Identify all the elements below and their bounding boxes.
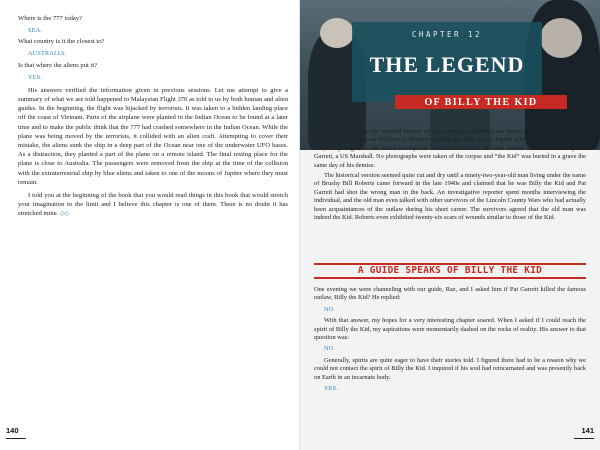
qa-question: What country is it the closest to? [18, 38, 105, 46]
body-paragraph: Anyone interested in the colorful history of the American Old West has heard the name of the famous young outlaw known as William H. Bonney or Billy the Kid. As the legend goes, by the age of twenty-one, the young man had killed twenty-one men in cold blood. He was hunted down and shot by Pat Garrett, a US Marshall. No photographs were taken of the corpse and “the Kid” was buried in a grave the same day of his demise. [314, 128, 586, 169]
body-paragraph: With that answer, my hopes for a very interesting chapter soared. When I asked if I could reach the spirit of Billy the Kid, my aspirations were momentarily dashed on the rocks of reality. His answer to that question was: [314, 317, 586, 342]
right-page-content [314, 128, 586, 222]
photo-figure [320, 18, 354, 48]
body-paragraph-text: I told you at the beginning of the book that you would read things in this book that would stretch your imagination to the limit and I believe this chapter is one of them. There is no doubt it has stretched mine. [18, 191, 288, 218]
qa-answer: AUSTRALIA. [28, 50, 67, 58]
page-number-rule [574, 438, 594, 439]
page-number-left: 140 [6, 426, 19, 435]
section-title: A GUIDE SPEAKS OF BILLY THE KID [357, 265, 543, 276]
page-number-right: 141 [581, 426, 594, 435]
page-number-rule [6, 438, 26, 439]
chapter-label: CHAPTER 12 [411, 30, 483, 39]
qa-answer: NO. [324, 305, 336, 313]
chapter-subtitle: OF BILLY THE KID [424, 97, 538, 108]
qa-answer: YES. [324, 385, 339, 393]
section-heading [314, 263, 586, 279]
left-page-content [18, 14, 288, 220]
qa-answer: SEA. [28, 26, 43, 34]
section-rule-bottom [314, 277, 586, 279]
qa-question: Where is the 777 today? [18, 15, 83, 22]
qa-question: Is that where the aliens put it? [18, 61, 98, 69]
right-page [300, 0, 600, 450]
body-paragraph: His answers verified the information given in previous sessions. Let me attempt to give a summary of what we are told happened to Malaysian Flight 370 as told to us by both human and alien guides. In the beginning, the flight was hijacked by terrorists. It was taken to a hidden landing place off the coast of Vietnam. Parts of the airplane were planted in the Indian Ocean to be found at a later time and to make the public think that the 777 had crashed somewhere in the Indian Ocean. While the plane was being moved by the terrorists, it collided with an alien craft. Attempting to cover their mistake, the aliens sunk the ship in a deep part of the Ocean near one of the underwater UFO bases. As a distraction, they planted a part of the plane on a remote island. The final resting place for the plane is close to Australia. The passengers were removed from the ship at the time of the collision with the extraterrestrial ship by blue aliens and taken to one of the moons of Jupiter where they must remain. [18, 86, 288, 186]
photo-figure [540, 18, 582, 58]
body-paragraph: One evening we were channeling with our guide, Raz, and I asked him if Pat Garrett killed the famous outlaw, Billy the Kid? He replied: [314, 286, 586, 302]
chapter-title: THE LEGEND [369, 52, 525, 77]
body-paragraph: The historical version seemed quite cut and dry until a ninety-two-year-old man living under the name of Brushy Bill Roberts came forward in the late 1940s and claimed that he was Billy the Kid and Pat Garrett had shot the wrong man in the back. An investigative reporter spent months interviewing the individual, and the old man even talked with other survivors of the Lincoln County Wars who had actually been acquaintances of the outlaw during his short career. The survivors agreed that the old man was indeed the Kid. Roberts even exhibited twenty-six scars of wounds similar to those of the Kid. [314, 172, 586, 222]
section-content [314, 286, 586, 396]
body-paragraph-final [18, 191, 288, 220]
end-of-chapter-mark: ◇◇ [59, 211, 70, 218]
qa-answer: NO. [324, 345, 336, 353]
qa-answer: YES. [28, 73, 43, 81]
body-paragraph: Generally, spirits are quite eager to have their stories told. I figured there had to be a reason why we could not contact the spirit of Billy the Kid. I inquired if his soul had reincarnated and was presently back on Earth in an incarnate body. [314, 356, 586, 381]
